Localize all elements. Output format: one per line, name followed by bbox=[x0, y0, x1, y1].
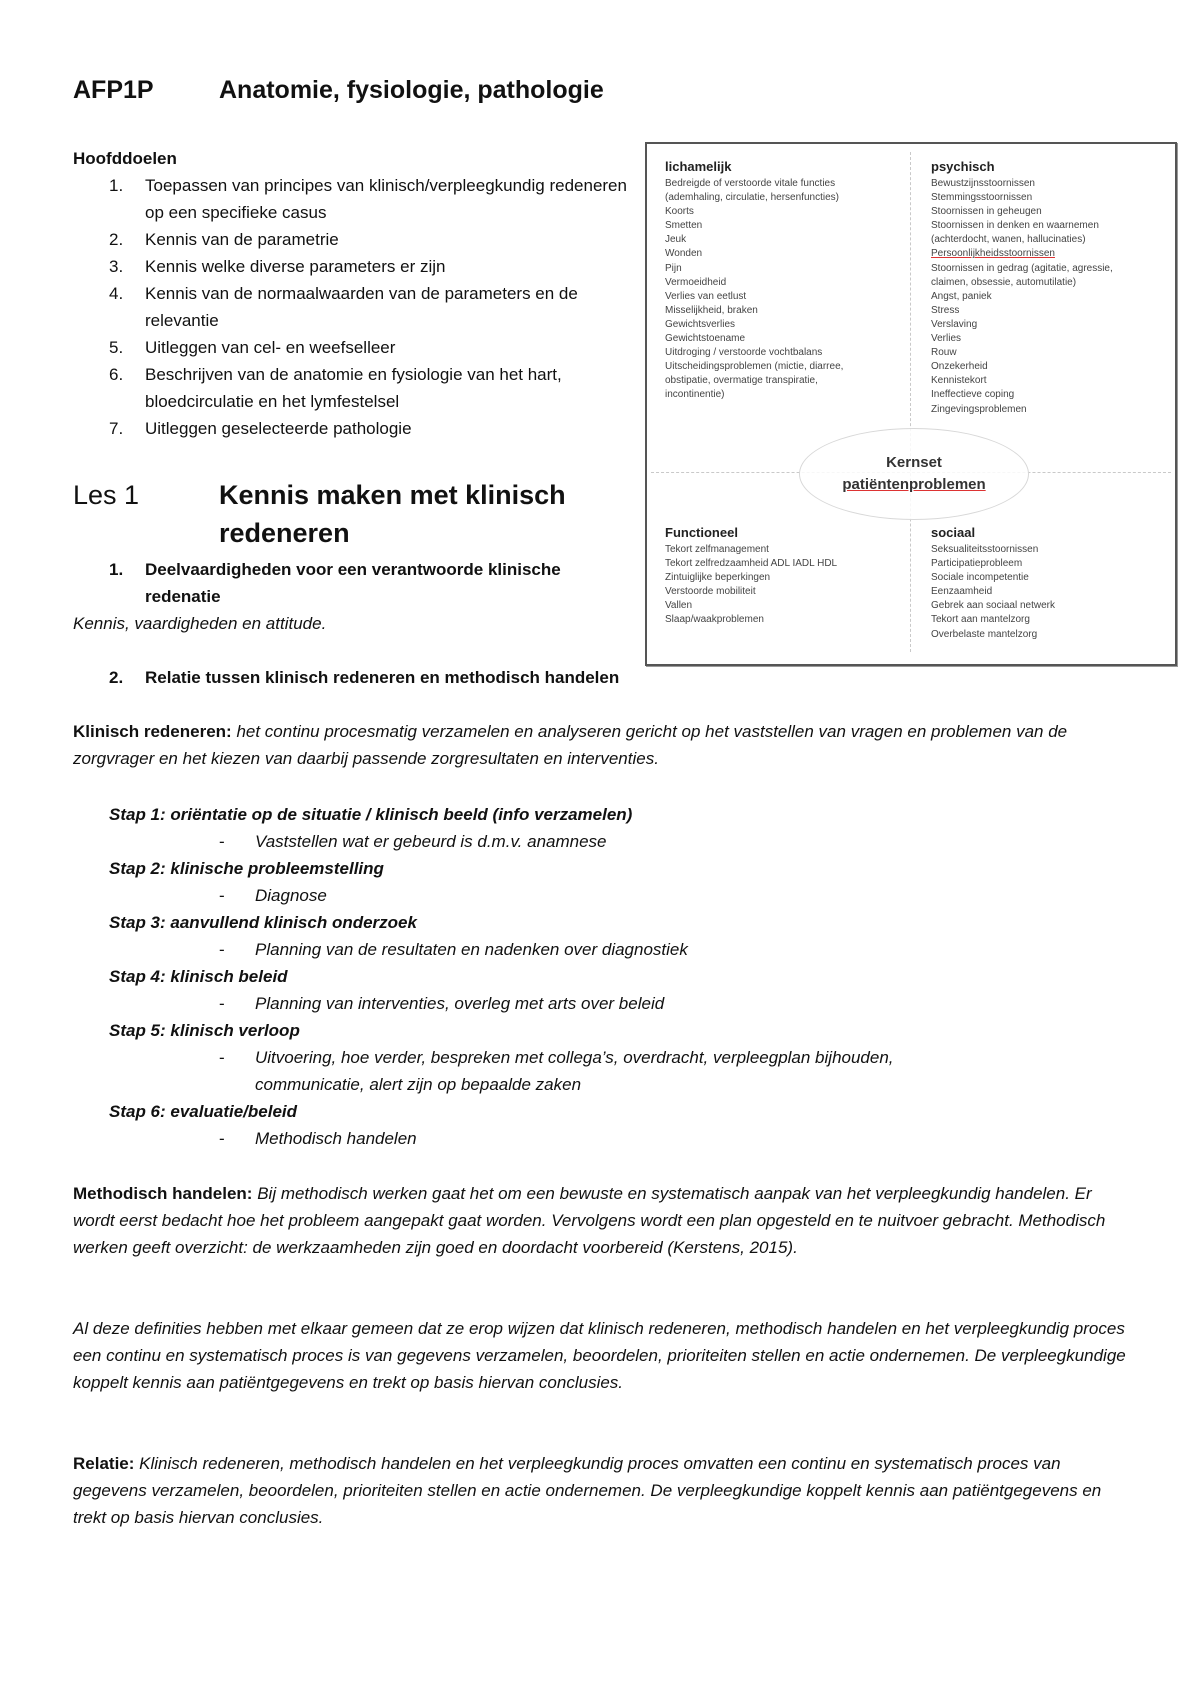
methodisch-handelen-paragraph bbox=[73, 1180, 1133, 1261]
quadrant-item: Tekort zelfredzaamheid ADL IADL HDL bbox=[665, 558, 838, 570]
relatie-paragraph bbox=[73, 1450, 1133, 1531]
goal-text: Uitleggen van cel- en weefselleer bbox=[145, 338, 396, 357]
quadrant-item: Sociale incompetentie bbox=[931, 572, 1029, 584]
subheading-deelvaardigheden bbox=[73, 556, 633, 610]
stap-item-text: Planning van interventies, overleg met arts over beleid bbox=[255, 994, 665, 1013]
quadrant-item: Tekort aan mantelzorg bbox=[931, 614, 1030, 626]
goal-item bbox=[73, 415, 633, 442]
goals-list bbox=[73, 172, 633, 442]
stappen-list bbox=[109, 801, 1109, 1152]
quadrant-item: Verlies van eetlust bbox=[665, 290, 747, 302]
goal-number: 6. bbox=[109, 365, 124, 384]
goals-heading: Hoofddoelen bbox=[73, 149, 177, 168]
quadrant-item: claimen, obsessie, automutilatie) bbox=[931, 276, 1077, 288]
quadrant-item: Seksualiteitsstoornissen bbox=[931, 544, 1039, 555]
goal-number: 5. bbox=[109, 338, 124, 357]
goal-text: Kennis van de parametrie bbox=[145, 230, 339, 249]
quadrant-item: Stress bbox=[931, 304, 960, 316]
goal-item bbox=[73, 172, 633, 226]
stap-item bbox=[109, 1125, 1109, 1152]
quadrant-item: Jeuk bbox=[665, 234, 687, 246]
stap-title: Stap 4: klinisch beleid bbox=[109, 967, 288, 986]
diagram-vertical-divider bbox=[910, 152, 911, 652]
quadrant-item: Gewichtsverlies bbox=[665, 318, 736, 330]
subheading-text: Relatie tussen klinisch redeneren en methodisch handelen bbox=[145, 668, 620, 687]
quadrant-title: Functioneel bbox=[665, 525, 738, 540]
goal-number: 3. bbox=[109, 257, 124, 276]
lesson-title: Kennis maken met klinisch redeneren bbox=[219, 480, 566, 548]
quadrant-title: psychisch bbox=[931, 159, 995, 174]
quadrant-item: obstipatie, overmatige transpiratie, bbox=[665, 375, 818, 387]
quadrant-item: Verlies bbox=[931, 333, 962, 345]
term-label: Relatie: bbox=[73, 1454, 135, 1473]
quadrant-item: Stoornissen in denken en waarnemen bbox=[931, 220, 1099, 232]
stap-item bbox=[109, 882, 1109, 909]
quadrant-item: Stemmingsstoornissen bbox=[931, 192, 1033, 204]
definities-paragraph: Al deze definities hebben met elkaar gemeen dat ze erop wijzen dat klinisch redeneren, methodisch handelen en het verpleegkundig proces een continu en systematisch proces is van gegevens verzamelen, beoordelen, prioriteiten stellen en actie ondernemen. De verpleegkundige koppelt kennis aan patiëntgegevens en trekt op basis hiervan conclusies. bbox=[73, 1319, 1126, 1392]
quadrant-item: Onzekerheid bbox=[931, 361, 988, 373]
term-definition: het continu procesmatig verzamelen en analyseren gericht op het vaststellen van vragen en problemen van de zorgvrager en het kiezen van daarbij passende zorgresultaten en interventies. bbox=[73, 722, 1068, 768]
goal-item bbox=[73, 280, 633, 334]
stap-item bbox=[109, 828, 1109, 855]
stap-title: Stap 3: aanvullend klinisch onderzoek bbox=[109, 913, 417, 932]
quadrant-item: Verstoorde mobiliteit bbox=[665, 586, 756, 598]
quadrant-item: Bewustzijnsstoornissen bbox=[931, 178, 1035, 189]
goal-number: 1. bbox=[109, 176, 124, 195]
quadrant-item: Bedreigde of verstoorde vitale functies bbox=[665, 178, 836, 189]
goal-number: 4. bbox=[109, 284, 124, 303]
term-label: Methodisch handelen: bbox=[73, 1184, 253, 1203]
stap-item bbox=[109, 1044, 955, 1098]
goal-item bbox=[73, 226, 633, 253]
quadrant-item: Participatieprobleem bbox=[931, 558, 1023, 570]
stap-item-text: Methodisch handelen bbox=[255, 1129, 417, 1148]
klinisch-redeneren-paragraph bbox=[73, 718, 1133, 772]
quadrant-item: Pijn bbox=[665, 262, 682, 274]
subheading-number: 2. bbox=[109, 668, 124, 687]
quadrant-item: Rouw bbox=[931, 347, 957, 359]
quadrant-item: Verslaving bbox=[931, 318, 978, 330]
goal-item bbox=[73, 253, 633, 280]
stap-item bbox=[109, 990, 1109, 1017]
goal-text: Toepassen van principes van klinisch/verpleegkundig redeneren op een specifieke casus bbox=[145, 176, 627, 222]
quadrant-item: Angst, paniek bbox=[931, 290, 992, 302]
quadrant-item: Gebrek aan sociaal netwerk bbox=[931, 600, 1055, 612]
quadrant-item: Persoonlijkheidsstoornissen bbox=[931, 248, 1055, 260]
kernset-center-label bbox=[799, 428, 1029, 520]
center-label-line: patiëntenproblemen bbox=[842, 476, 986, 493]
goal-text: Beschrijven van de anatomie en fysiologie van het hart, bloedcirculatie en het lymfestelsel bbox=[145, 365, 562, 411]
kernset-diagram bbox=[645, 142, 1177, 666]
dash-bullet: - bbox=[219, 940, 225, 959]
course-code: AFP1P bbox=[73, 76, 154, 104]
quadrant-item: Stoornissen in geheugen bbox=[931, 206, 1042, 218]
dash-bullet: - bbox=[219, 832, 225, 851]
quadrant-item: Zingevingsproblemen bbox=[931, 403, 1027, 415]
dash-bullet: - bbox=[219, 1048, 225, 1067]
quadrant-item: Slaap/waakproblemen bbox=[665, 614, 764, 626]
goal-item bbox=[73, 361, 633, 415]
quadrant-item: Koorts bbox=[665, 206, 694, 218]
goal-number: 2. bbox=[109, 230, 124, 249]
quadrant-item: Uitscheidingsproblemen (mictie, diarree, bbox=[665, 361, 844, 373]
quadrant-title: sociaal bbox=[931, 525, 976, 540]
stap-title: Stap 6: evaluatie/beleid bbox=[109, 1102, 298, 1121]
quadrant-item: Eenzaamheid bbox=[931, 586, 993, 598]
goal-text: Uitleggen geselecteerde pathologie bbox=[145, 419, 412, 438]
term-label: Klinisch redeneren: bbox=[73, 722, 232, 741]
course-title: Anatomie, fysiologie, pathologie bbox=[219, 76, 604, 104]
term-definition: Bij methodisch werken gaat het om een bewuste en systematisch aanpak van het verpleegkundig handelen. Er wordt eerst bedacht hoe het probleem aangepakt gaat worden. Vervolgens wordt een plan opgesteld en te nuitvoer gebracht. Methodisch werken geeft overzicht: de werkzaamheden zijn goed en doordacht voorbereid (Kerstens, 2015). bbox=[73, 1184, 1106, 1257]
term-definition: Klinisch redeneren, methodisch handelen en het verpleegkundig proces omvatten een continu en systematisch proces van gegevens verzamelen, beoordelen, prioriteiten stellen en actie ondernemen. De verpleegkundige koppelt kennis aan patiëntgegevens en trekt op basis hiervan conclusies. bbox=[73, 1454, 1102, 1527]
stap-item-text: Planning van de resultaten en nadenken over diagnostiek bbox=[255, 940, 688, 959]
dash-bullet: - bbox=[219, 886, 225, 905]
quadrant-item: Gewichtstoename bbox=[665, 333, 746, 345]
quadrant-item: Vallen bbox=[665, 600, 693, 612]
document-title bbox=[73, 76, 604, 105]
goal-item bbox=[73, 334, 633, 361]
quadrant-item: Zintuiglijke beperkingen bbox=[665, 572, 771, 584]
quadrant-lichamelijk bbox=[665, 158, 905, 403]
center-label-line: Kernset bbox=[886, 454, 942, 471]
goal-text: Kennis welke diverse parameters er zijn bbox=[145, 257, 446, 276]
lesson-heading bbox=[73, 476, 633, 552]
lesson-number: Les 1 bbox=[73, 480, 140, 510]
stap-title: Stap 1: oriëntatie op de situatie / klinisch beeld (info verzamelen) bbox=[109, 805, 633, 824]
quadrant-item: (achterdocht, wanen, hallucinaties) bbox=[931, 234, 1086, 246]
quadrant-item: Vermoeidheid bbox=[665, 276, 727, 288]
quadrant-psychisch bbox=[931, 158, 1171, 417]
stap-item-text: Vaststellen wat er gebeurd is d.m.v. anamnese bbox=[255, 832, 607, 851]
stap-item-text: Uitvoering, hoe verder, bespreken met collega’s, overdracht, verpleegplan bijhouden, communicatie, alert zijn op bepaalde zaken bbox=[255, 1048, 894, 1094]
stap-title: Stap 5: klinisch verloop bbox=[109, 1021, 300, 1040]
quadrant-item: incontinentie) bbox=[665, 389, 725, 401]
dash-bullet: - bbox=[219, 994, 225, 1013]
quadrant-item: Ineffectieve coping bbox=[931, 389, 1015, 401]
subheading-relatie bbox=[73, 664, 633, 691]
quadrant-item: Tekort zelfmanagement bbox=[665, 544, 769, 555]
quadrant-item: Wonden bbox=[665, 248, 703, 260]
dash-bullet: - bbox=[219, 1129, 225, 1148]
subheading-text: Deelvaardigheden voor een verantwoorde klinische redenatie bbox=[145, 560, 561, 606]
quadrant-item: Misselijkheid, braken bbox=[665, 304, 758, 316]
stap-item-text: Diagnose bbox=[255, 886, 327, 905]
deelvaardigheden-text: Kennis, vaardigheden en attitude. bbox=[73, 614, 327, 633]
goal-text: Kennis van de normaalwaarden van de parameters en de relevantie bbox=[145, 284, 578, 330]
quadrant-item: Overbelaste mantelzorg bbox=[931, 628, 1038, 640]
stap-title: Stap 2: klinische probleemstelling bbox=[109, 859, 384, 878]
subheading-number: 1. bbox=[109, 560, 124, 579]
stap-item bbox=[109, 936, 1109, 963]
quadrant-item: (ademhaling, circulatie, hersenfuncties) bbox=[665, 192, 839, 204]
goal-number: 7. bbox=[109, 419, 124, 438]
quadrant-item: Stoornissen in gedrag (agitatie, agressie, bbox=[931, 262, 1113, 274]
quadrant-item: Smetten bbox=[665, 220, 703, 232]
quadrant-item: Kennistekort bbox=[931, 375, 987, 387]
quadrant-item: Uitdroging / verstoorde vochtbalans bbox=[665, 347, 823, 359]
goals-section bbox=[73, 145, 633, 442]
quadrant-title: lichamelijk bbox=[665, 159, 732, 174]
